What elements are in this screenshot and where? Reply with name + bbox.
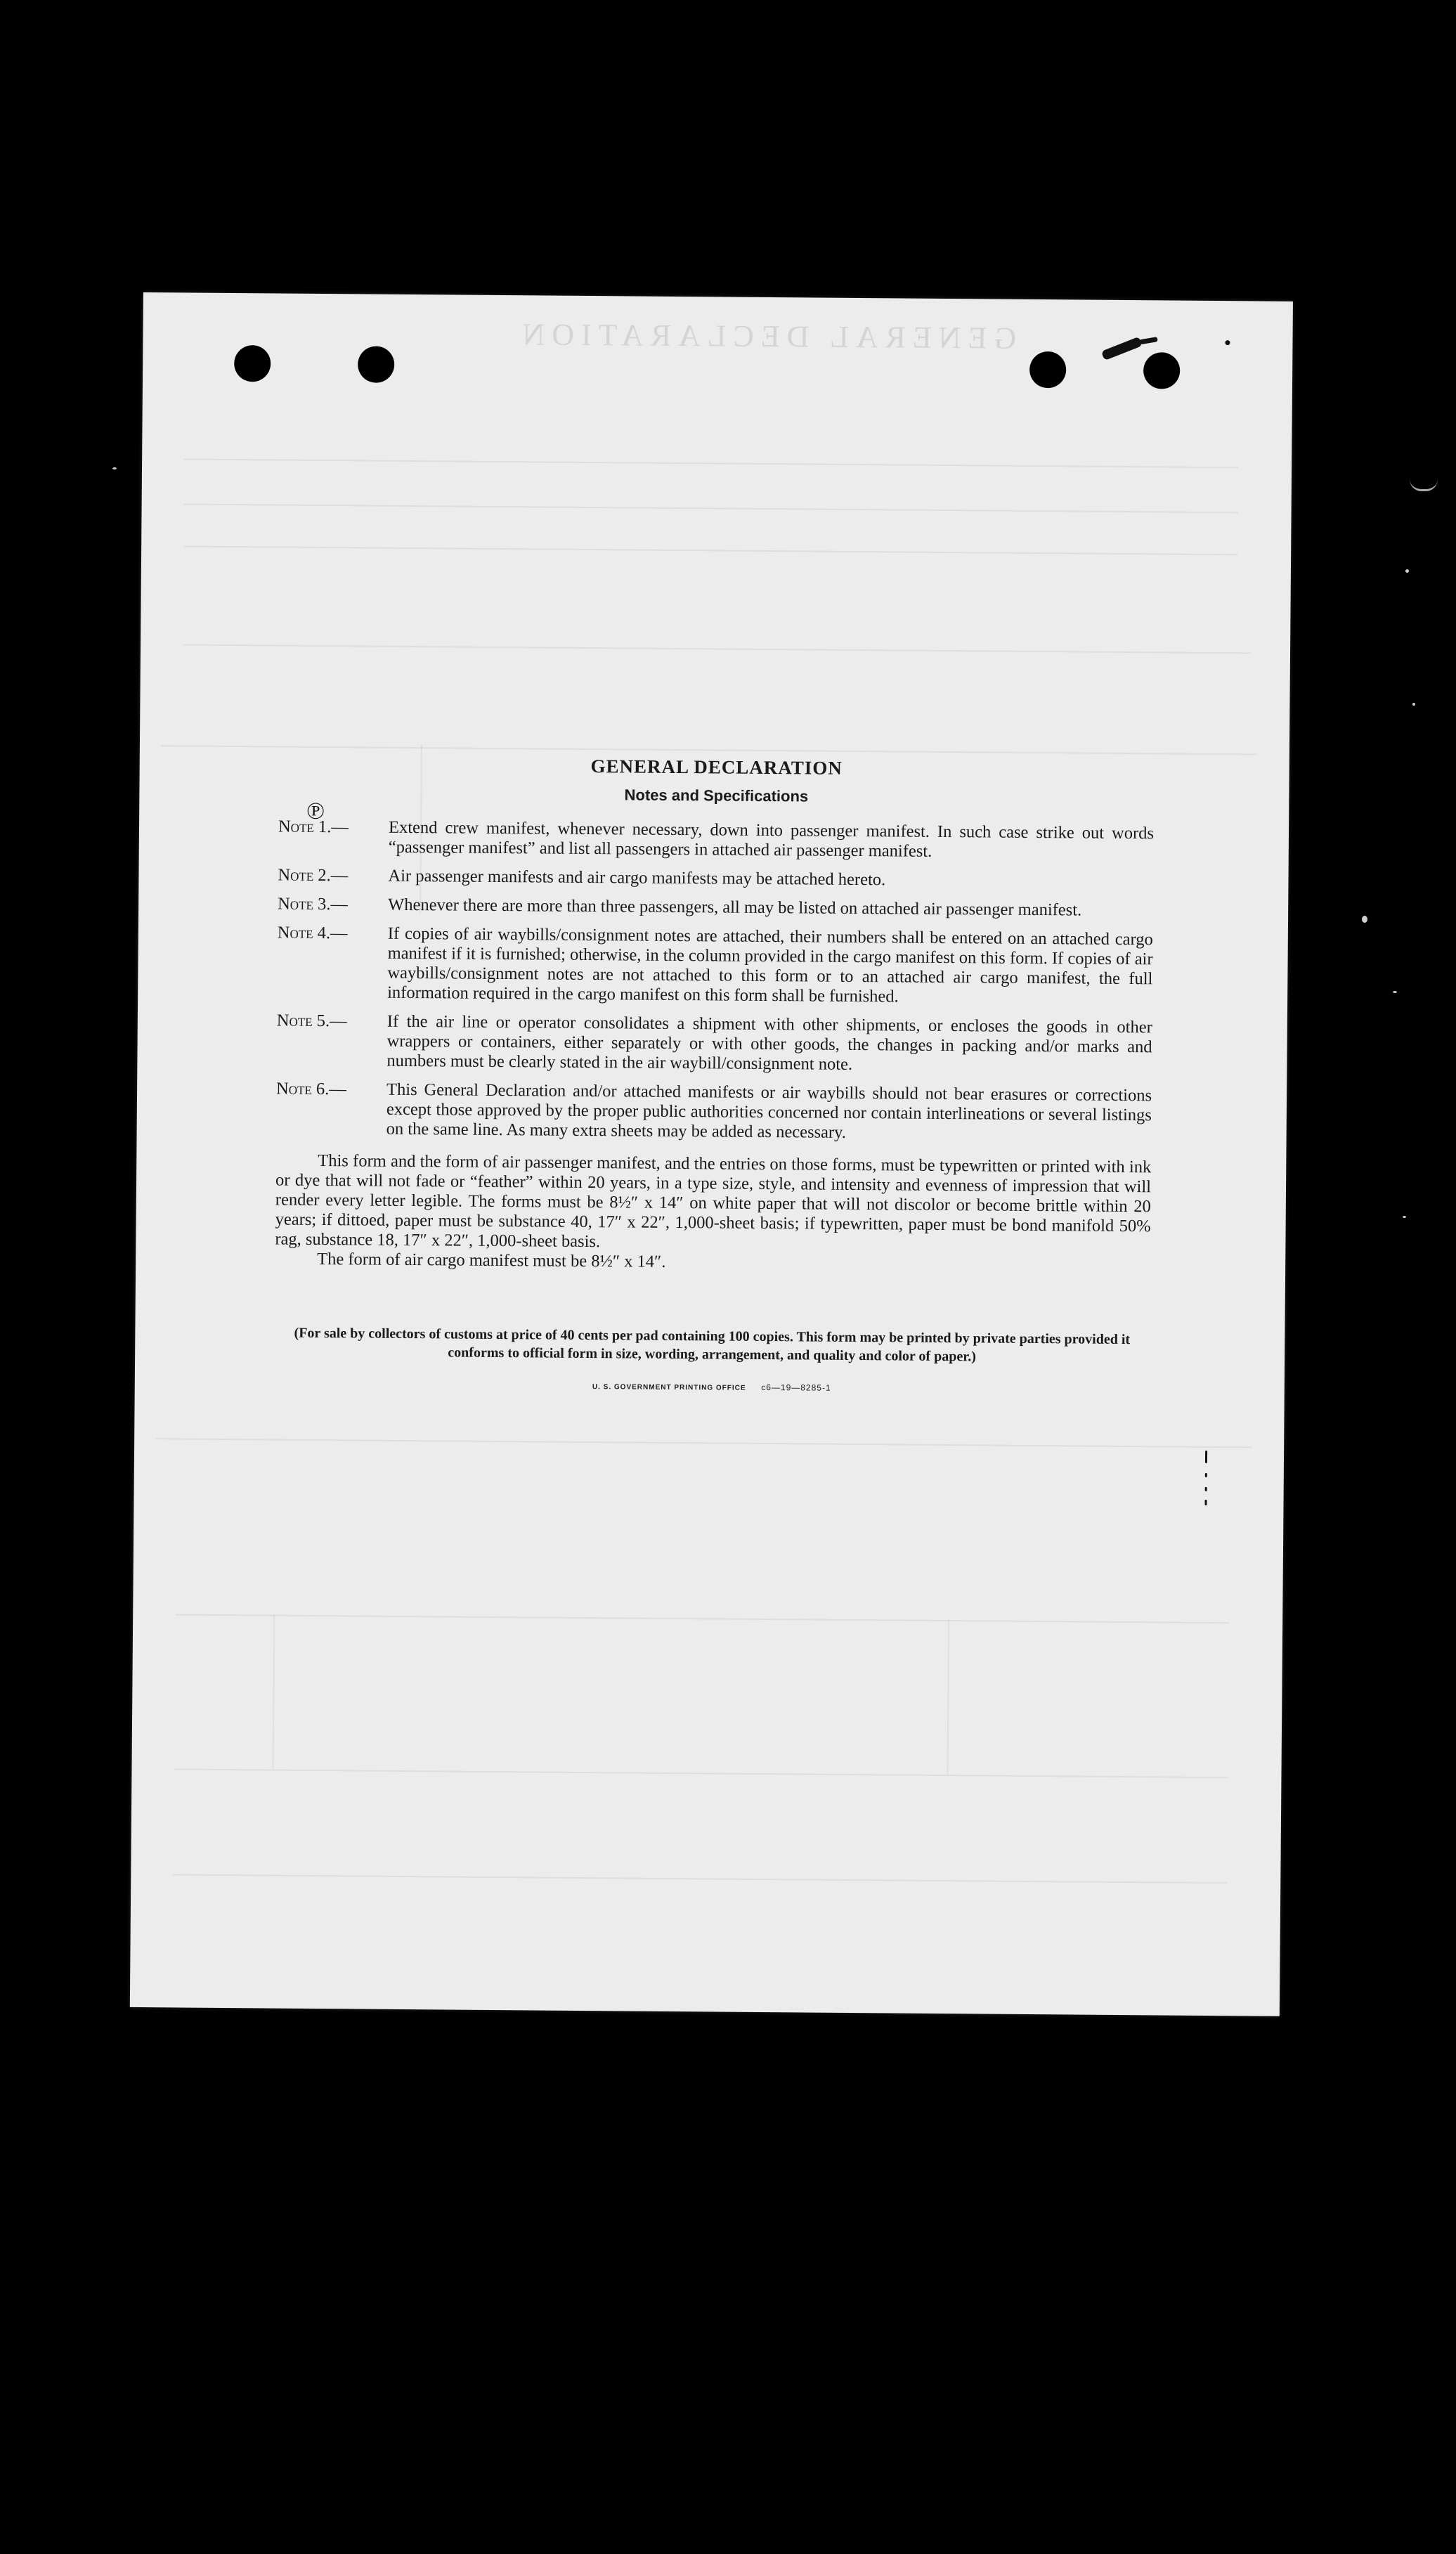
document-page: [130, 292, 1293, 2016]
punch-hole: [1143, 352, 1180, 389]
note-text: Extend crew manifest, whenever necessary, down into passenger manifest. In such case strike out words “passenger manifest” and list all passengers in attached air passenger manifest.: [388, 817, 1155, 861]
ink-mark: [1225, 340, 1230, 345]
background-speck: [1403, 1216, 1406, 1218]
background-speck: [1412, 703, 1415, 706]
note-6: [276, 1080, 1152, 1146]
note-5: [276, 1011, 1152, 1077]
background-speck: [112, 467, 117, 469]
margin-mark: [1204, 1500, 1207, 1505]
bleed-through-line: [175, 1614, 1229, 1623]
printing-office-label: U. S. GOVERNMENT PRINTING OFFICE: [592, 1383, 746, 1392]
background-speck: [1405, 569, 1409, 573]
bleed-through-line: [273, 1615, 275, 1770]
punch-hole: [1029, 351, 1066, 388]
margin-mark: [1205, 1473, 1207, 1477]
note-label: Note 3.—: [278, 894, 349, 914]
note-text: Whenever there are more than three passengers, all may be listed on attached air passenger manifest.: [388, 895, 1082, 920]
margin-mark: [1205, 1451, 1207, 1463]
note-4: [277, 923, 1153, 1009]
ink-mark: [1101, 337, 1143, 361]
printing-office-line: [274, 1379, 1150, 1396]
note-label: Note 1.—: [278, 817, 349, 837]
declaration-notes: [274, 753, 1155, 1396]
punch-hole: [234, 345, 271, 382]
document-title: GENERAL DECLARATION: [590, 756, 843, 779]
sale-notice: (For sale by collectors of customs at price of 40 cents per pad containing 100 copies. This form may be printed by private parties provided it conforms to official form in size, wording, arrangement, and quality and color of paper.): [294, 1325, 1131, 1365]
printing-office-code: c6—19—8285-1: [761, 1382, 831, 1393]
background-speck: [1362, 916, 1367, 923]
note-1: [278, 817, 1154, 864]
cargo-manifest-specification: The form of air cargo manifest must be 8½″ x 14″.: [317, 1249, 666, 1271]
note-label: Note 5.—: [276, 1011, 347, 1031]
note-text: If copies of air waybills/consignment notes are attached, their numbers shall be entered on an attached cargo manifest if it is furnished; otherwise, in the column provided in the cargo manifest on this form. If copies of air waybills/consignment notes are not attached to this form or to an attached air cargo manifest, the full information required in the cargo manifest on this form shall be furnished.: [387, 923, 1153, 1006]
bleed-through-line: [173, 1874, 1227, 1884]
bleed-through-line: [174, 1768, 1228, 1778]
note-3: [278, 895, 1153, 921]
note-2: [278, 866, 1153, 893]
ink-mark: [1139, 337, 1158, 344]
note-label: Note 2.—: [278, 865, 349, 886]
background-speck: [1410, 479, 1438, 491]
bleed-through-line: [947, 1620, 949, 1775]
form-specification-paragraph: This form and the form of air passenger manifest, and the entries on those forms, must be typewritten or printed with ink or dye that will not fade or “feather” within 20 years, in a type size, style, and intensity and evenness of impression that will render every letter legible. The forms must be 8½″ x 14″ on white paper that will not discolor or become brittle within 20 years; if dittoed, paper must be substance 40, 17″ x 22″, 1,000-sheet basis; if typewritten, paper must be bond manifold 50% rag, substance 18, 17″ x 22″, 1,000-sheet basis.: [275, 1150, 1152, 1252]
bleed-through-line: [183, 644, 1251, 654]
note-text: If the air line or operator consolidates a shipment with other shipments, or encloses the goods in other wrappers or containers, either separately or with other goods, the changes in packing and/or marks and numbers must be clearly stated in the air waybill/consignment note.: [386, 1011, 1152, 1074]
document-subtitle: Notes and Specifications: [624, 786, 809, 805]
note-label: Note 6.—: [276, 1079, 346, 1099]
background-speck: [1393, 991, 1397, 993]
punch-hole: [358, 346, 394, 382]
note-text: This General Declaration and/or attached manifests or air waybills should not bear erasures or corrections except those approved by the proper public authorities concerned nor contain interlineations or several listings on the same line. As many extra sheets may be added as necessary.: [386, 1080, 1152, 1142]
stray-mark: ℗: [306, 796, 325, 826]
margin-mark: [1205, 1487, 1207, 1491]
note-text: Air passenger manifests and air cargo manifests may be attached hereto.: [388, 866, 886, 890]
bleed-through-line: [183, 545, 1237, 555]
bleed-through-line: [184, 503, 1238, 513]
bleed-through-line: [155, 1438, 1252, 1448]
bleed-through-heading: GENERAL DECLARATION: [515, 317, 1017, 356]
bleed-through-line: [184, 458, 1238, 468]
note-label: Note 4.—: [277, 923, 348, 943]
